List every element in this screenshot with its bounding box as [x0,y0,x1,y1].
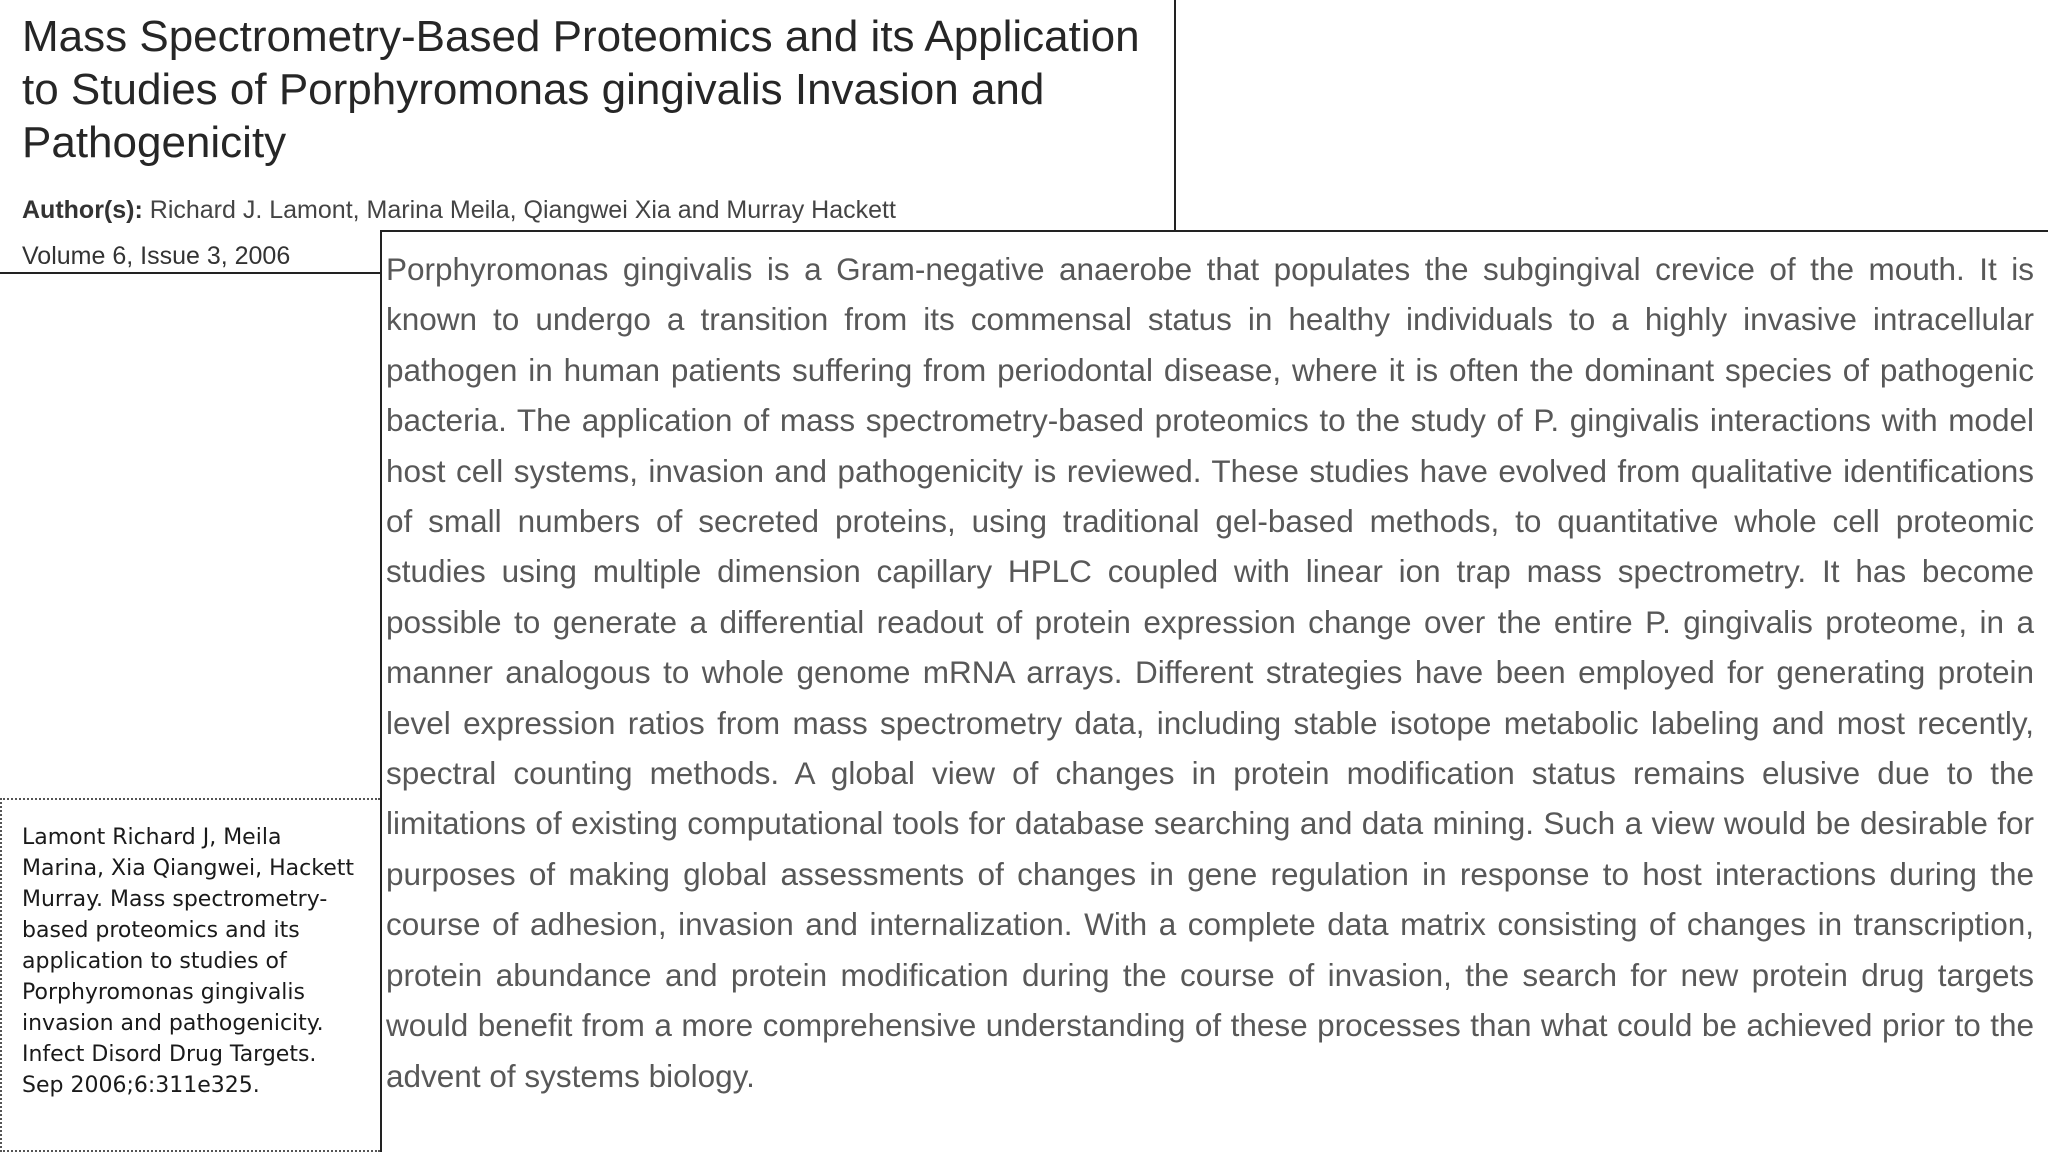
authors-label: Author(s): [22,196,143,224]
abstract-panel [380,230,2048,1152]
citation-box [0,798,380,1152]
article-title: Mass Spectrometry-Based Proteomics and its Application to Studies of Porphyromonas gingivalis Invasion and Pathogenicity [22,12,1140,167]
authors-line [22,194,896,226]
volume-issue: Volume 6, Issue 3, 2006 [22,242,291,270]
abstract-text: Porphyromonas gingivalis is a Gram-negative anaerobe that populates the subgingival crevice of the mouth. It is known to undergo a transition from its commensal status in healthy individuals to a highly invasive intracellular pathogen in human patients suffering from periodontal disease, where it is often the dominant species of pathogenic bacteria. The application of mass spectrometry-based proteomics to the study of P. gingivalis interactions with model host cell systems, invasion and pathogenicity is reviewed. These studies have evolved from qualitative identifications of small numbers of secreted proteins, using traditional gel-based methods, to quantitative whole cell proteomic studies using multiple dimension capillary HPLC coupled with linear ion trap mass spectrometry. It has become possible to generate a differential readout of protein expression change over the entire P. gingivalis proteome, in a manner analogous to whole genome mRNA arrays. Different strategies have been employed for generating protein level expression ratios from mass spectrometry data, including stable isotope metabolic labeling and most recently, spectral counting methods. A global view of changes in protein modification status remains elusive due to the limitations of existing computational tools for database searching and data mining. Such a view would be desirable for purposes of making global assessments of changes in gene regulation in response to host interactions during the course of adhesion, invasion and internalization. With a complete data matrix consisting of changes in transcription, protein abundance and protein modification during the course of invasion, the search for new protein drug targets would benefit from a more comprehensive understanding of these processes than what could be achieved prior to the advent of systems biology. [386,251,2034,1094]
citation-text: Lamont Richard J, Meila Marina, Xia Qiangwei, Hackett Murray. Mass spectrometry-based proteomics and its application to studies of Porphyromonas gingivalis invasion and pathogenicity. Infect Disord Drug Targets. Sep 2006;6:311e325. [22,825,354,1098]
authors-names: Richard J. Lamont, Marina Meila, Qiangwei Xia and Murray Hackett [149,196,896,224]
